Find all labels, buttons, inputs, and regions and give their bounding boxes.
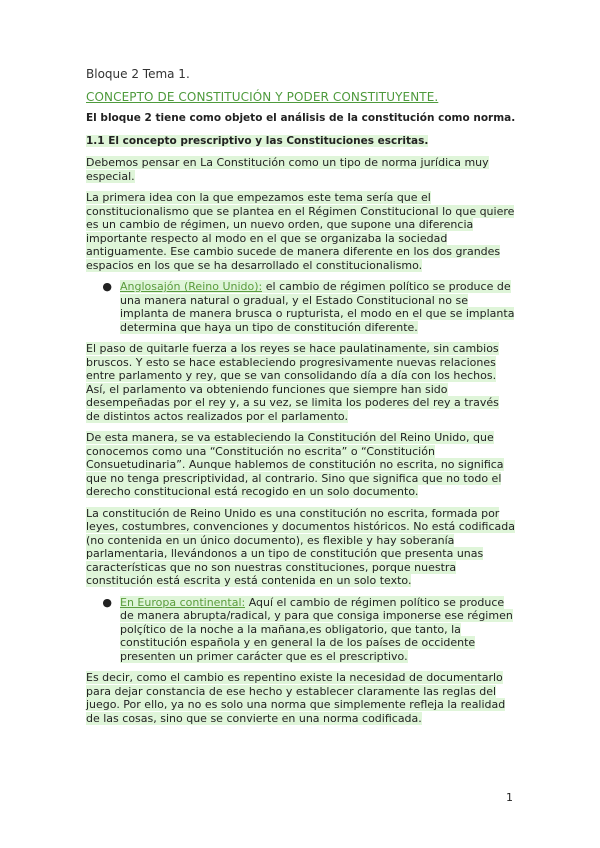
bullet-item bbox=[86, 596, 516, 664]
document-title: CONCEPTO DE CONSTITUCIÓN Y PODER CONSTITUYENTE. bbox=[86, 89, 439, 104]
bullet-body: Aquí el cambio de régimen político se produce de manera abrupta/radical, y para que consiga imponerse ese régimen polçítico de la noche a la mañana,es obligatorio, que tanto, la constitución española y en general la de los países de occidente presenten un primer carácter que es el prescriptivo. bbox=[120, 595, 513, 663]
paragraph-text: El paso de quitarle fuerza a los reyes se hace paulatinamente, sin cambios bruscos. Y esto se hace estableciendo progresivamente nuevas relaciones entre parlamento y rey, que se van consolidando día a día con los hechos. Así, el parlamento va obteniendo funciones que siempre han sido desempeñadas por el rey y, a su vez, se limita los poderes del rey a través de distintos actos realizados por el parlamento. bbox=[86, 342, 499, 423]
paragraph-text: Es decir, como el cambio es repentino existe la necesidad de documentarlo para dejar constancia de ese hecho y establecer claramente las reglas del juego. Por ello, ya no es solo una norma que simplemente refleja la realidad de las cosas, sino que se convierte en una norma codificada. bbox=[86, 671, 506, 725]
intro-statement: El bloque 2 tiene como objeto el análisis de la constitución como norma. bbox=[86, 112, 516, 124]
bullet-link[interactable]: Anglosajón (Reino Unido): bbox=[120, 280, 263, 293]
document-header: Bloque 2 Tema 1. bbox=[86, 67, 190, 81]
paragraph bbox=[86, 191, 516, 272]
bullet-text bbox=[120, 596, 516, 664]
bullet-text bbox=[120, 280, 516, 334]
paragraph-text: La constitución de Reino Unido es una constitución no escrita, formada por leyes, costumbres, convenciones y documentos históricos. No está codificada (no contenida en un único documento), es flexible y hay soberanía parlamentaria, llevándonos a un tipo de constitución que presenta unas características que no son nuestras constituciones, porque nuestra constitución está escrita y está contenida en un solo texto. bbox=[86, 506, 515, 587]
paragraph bbox=[86, 671, 516, 725]
paragraph-text: De esta manera, se va estableciendo la Constitución del Reino Unido, que conocemos como una “Constitución no escrita” o “Constitución Consuetudinaria”. Aunque hablemos de constitución no escrita, no significa que no tenga prescriptividad, al contrario. Sino que significa que no todo el derecho constitucional está recogido en un solo documento. bbox=[86, 431, 504, 498]
document-body bbox=[86, 68, 516, 733]
paragraph bbox=[86, 342, 516, 423]
bullet-item bbox=[86, 280, 516, 334]
paragraph-text: Debemos pensar en La Constitución como un tipo de norma jurídica muy especial. bbox=[86, 156, 489, 183]
bullet-link[interactable]: En Europa continental: bbox=[120, 595, 246, 609]
paragraph bbox=[86, 156, 516, 183]
bullet-icon: ● bbox=[102, 280, 112, 293]
paragraph bbox=[86, 431, 516, 499]
bullet-body: el cambio de régimen político se produce de una manera natural o gradual, y el Estado Constitucional no se implanta de manera brusca o rupturista, el modo en el que se implanta determina que haya un tipo de constitución diferente. bbox=[120, 280, 515, 334]
page-number: 1 bbox=[506, 791, 513, 804]
paragraph-text: La primera idea con la que empezamos este tema sería que el constitucionalismo que se plantea en el Régimen Constitucional lo que quiere es un cambio de régimen, un nuevo orden, que supone una diferencia importante respecto al modo en el que se organizaba la sociedad antiguamente. Ese cambio sucede de manera diferente en los dos grandes espacios en los que se ha desarrollado el constitucionalismo. bbox=[86, 191, 515, 272]
section-heading-text: 1.1 El concepto prescriptivo y las Constituciones escritas. bbox=[86, 134, 429, 147]
paragraph bbox=[86, 507, 516, 588]
bullet-icon: ● bbox=[102, 595, 112, 609]
section-heading bbox=[86, 135, 516, 149]
